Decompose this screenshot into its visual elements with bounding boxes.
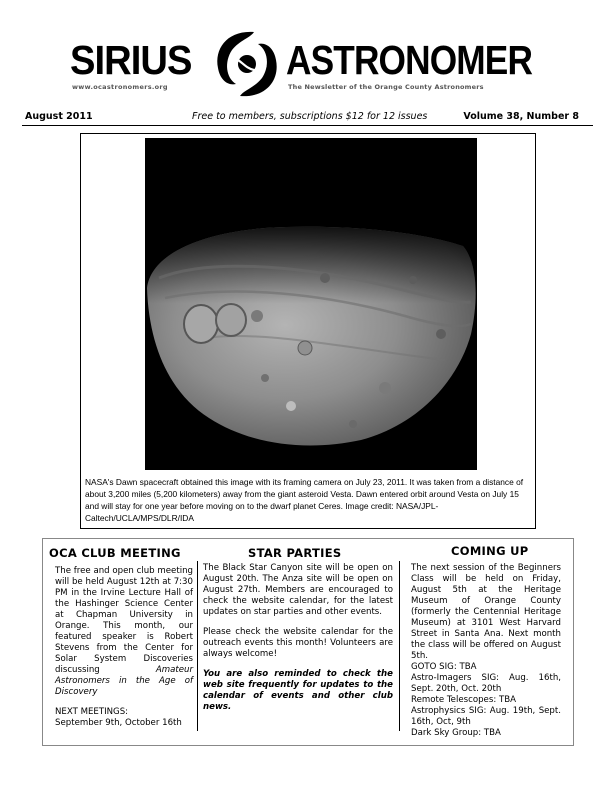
- star-parties-para2: Please check the website calendar for the outreach events this month! Volunteers are always welcome!: [203, 627, 393, 659]
- masthead: [70, 28, 550, 98]
- feature-photo-frame: [80, 133, 536, 529]
- goto-sig: GOTO SIG: TBA: [411, 662, 477, 672]
- volume-number: Volume 38, Number 8: [463, 111, 579, 122]
- masthead-title-right: ASTRONOMER: [286, 37, 533, 83]
- astrophysics-sig: Astrophysics SIG: Aug. 19th, Sept. 16th, Oct, 9th: [411, 706, 561, 727]
- club-meeting-heading: OCA CLUB MEETING: [49, 546, 181, 560]
- star-parties-reminder: You are also reminded to check the web site frequently for updates to the calendar of events and other club news.: [203, 669, 393, 712]
- issue-date: August 2011: [25, 111, 93, 122]
- issue-info-bar: [22, 111, 593, 126]
- next-meetings-dates: September 9th, October 16th: [55, 718, 182, 728]
- next-meetings-label: NEXT MEETINGS:: [55, 707, 129, 717]
- dark-sky-group: Dark Sky Group: TBA: [411, 728, 501, 738]
- vesta-asteroid-photo: [145, 138, 477, 470]
- beginners-class-text: The next session of the Beginners Class will be held on Friday, August 5th at the Heritage Museum of Orange County (formerly the Centennial Heritage Museum) at 3101 West Harvard Street in Santa Ana. Next month the class will be offered on August 5th.: [411, 563, 561, 661]
- newsletter-logo-icon: [210, 28, 284, 100]
- photo-caption: NASA's Dawn spacecraft obtained this image with its framing camera on July 23, 2011. It was taken from a distance of about 3,200 miles (5,200 kilometers) away from the giant asteroid Vesta. Dawn entered orbit around Vesta on July 15 and will stay for one year before moving on to the dwarf planet Ceres. Image credit: NASA/JPL-Caltech/UCLA/MPS/DLR/IDA: [85, 477, 524, 523]
- subscription-note: Free to members, subscriptions $12 for 12 issues: [192, 111, 428, 122]
- column-divider: [399, 561, 400, 731]
- talk-title: Amateur Astronomers in the Age of Discovery: [55, 665, 193, 697]
- coming-up-heading: COMING UP: [451, 544, 529, 558]
- column-divider: [197, 561, 198, 731]
- remote-telescopes: Remote Telescopes: TBA: [411, 695, 516, 705]
- star-parties-para1: The Black Star Canyon site will be open on August 20th. The Anza site will be open on August 27th. Members are encouraged to check the website calendar, for the latest updates on star parties and other events.: [203, 563, 393, 617]
- club-meeting-text: The free and open club meeting will be held August 12th at 7:30 PM in the Irvine Lecture Hall of the Hashinger Science Center at Chapman University in Orange. This month, our featured speaker is Robert Stevens from the Center for Solar System Discoveries discussing: [55, 566, 193, 675]
- star-parties-heading: STAR PARTIES: [248, 546, 342, 560]
- masthead-url: www.ocastronomers.org: [72, 83, 168, 91]
- masthead-subtitle: The Newsletter of the Orange County Astronomers: [288, 83, 484, 91]
- masthead-title-left: SIRIUS: [70, 37, 192, 83]
- astro-imagers-sig: Astro-Imagers SIG: Aug. 16th, Sept. 20th, Oct. 20th: [411, 673, 561, 694]
- club-meeting-body: [55, 566, 193, 729]
- events-box: [42, 538, 574, 746]
